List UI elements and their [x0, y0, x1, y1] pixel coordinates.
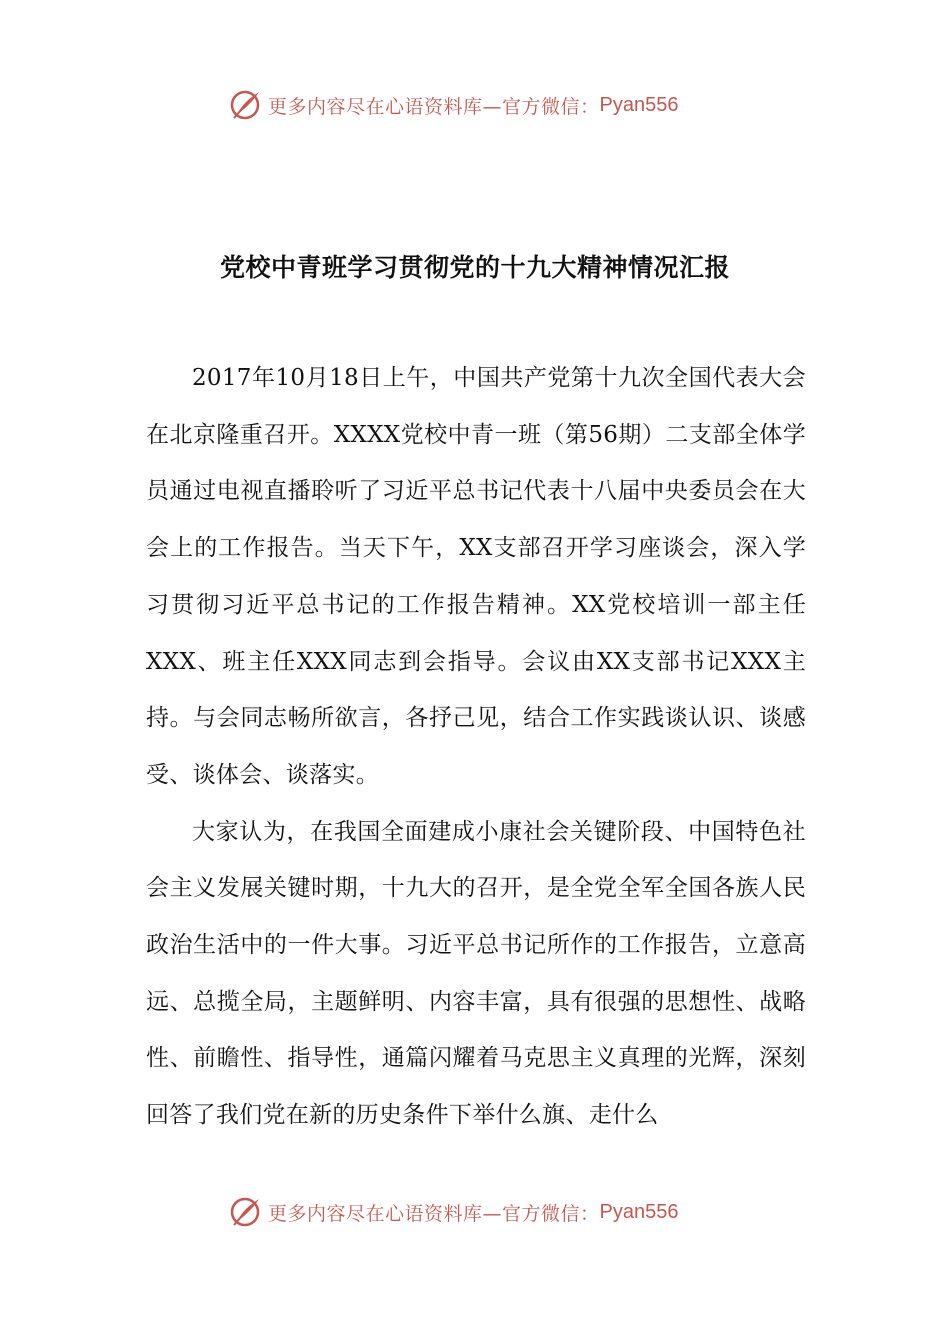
header-wechat-id: Pyan556 [599, 93, 679, 116]
document-body [146, 350, 806, 1144]
footer-banner-text: 更多内容尽在心语资料库—官方微信： [268, 1202, 600, 1225]
footer-wechat-id: Pyan556 [599, 1200, 679, 1223]
paragraph-2: 大家认为，在我国全面建成小康社会关键阶段、中国特色社会主义发展关键时期，十九大的召开，是全党全军全国各族人民政治生活中的一件大事。习近平总书记所作的工作报告，立意高远、总揽全局，主题鲜明、内容丰富，具有很强的思想性、战略性、前瞻性、指导性，通篇闪耀着马克思主义真理的光辉，深刻回答了我们党在新的历史条件下举什么旗、走什么 [146, 818, 806, 1129]
header-banner-text: 更多内容尽在心语资料库—官方微信： [268, 95, 600, 118]
header-banner [228, 85, 678, 125]
footer-banner [228, 1192, 678, 1232]
paragraph-1: 2017年10月18日上午，中国共产党第十九次全国代表大会在北京隆重召开。XXXX党校中青一班（第56期）二支部全体学员通过电视直播聆听了习近平总书记代表十八届中央委员会在大会上的工作报告。当天下午，XX支部召开学习座谈会，深入学习贯彻习近平总书记的工作报告精神。XX党校培训一部主任XXX、班主任XXX同志到会指导。会议由XX支部书记XXX主持。与会同志畅所欲言，各抒己见，结合工作实践谈认识、谈感受、谈体会、谈落实。 [146, 365, 806, 788]
quill-logo-icon [228, 88, 262, 122]
document-title: 党校中青班学习贯彻党的十九大精神情况汇报 [219, 253, 730, 282]
quill-logo-icon [228, 1195, 262, 1229]
